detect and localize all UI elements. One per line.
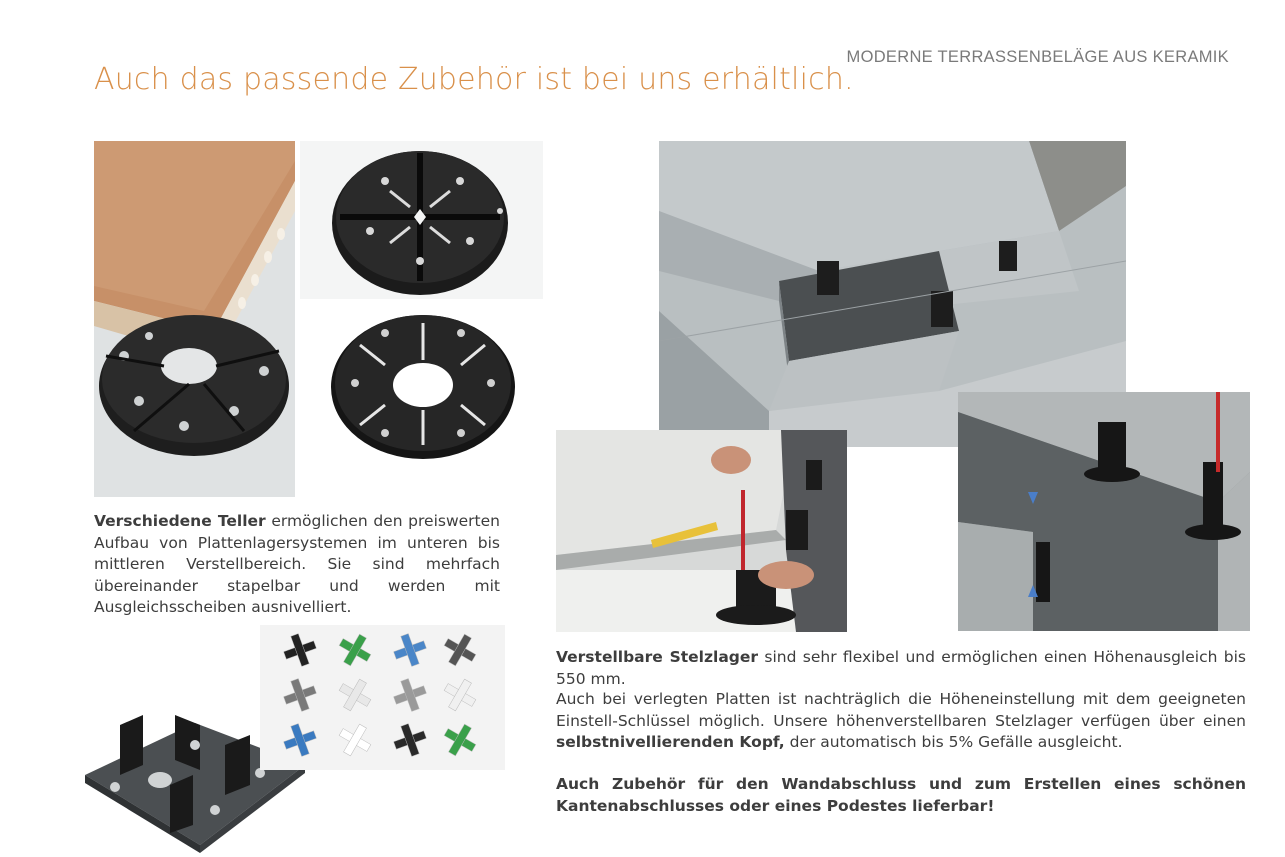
photo-pedestal-round bbox=[325, 305, 520, 460]
page-headline: Auch das passende Zubehör ist bei uns erhältlich. bbox=[94, 62, 854, 97]
bold-lead-stelzlager: Verstellbare Stelzlager bbox=[556, 648, 759, 666]
paragraph-stelzlager-body: sind sehr flexibel und ermöglichen einen Höhenausgleich bis 550 mm. bbox=[556, 648, 1246, 688]
bold-selbstnivellierend: selbstnivellierenden Kopf, bbox=[556, 733, 785, 751]
paragraph-teller-body: ermöglichen den preiswerten Aufbau von Plattenlagersystemen im unteren bis mittleren Verstellbereich. Sie sind mehrfach übereinander stapelbar und werden mit Ausgleichsscheiben ausnivelliert. bbox=[94, 512, 500, 616]
photo-self-leveling-head bbox=[958, 392, 1250, 631]
paragraph-stelzlager bbox=[556, 647, 1246, 690]
photo-tile-spacers bbox=[260, 625, 505, 770]
photo-pedestal-top bbox=[300, 141, 543, 299]
paragraph-hoeheneinstellung-tail: der automatisch bis 5% Gefälle ausgleicht. bbox=[784, 733, 1123, 751]
paragraph-hoeheneinstellung-body: Auch bei verlegten Platten ist nachträglich die Höheneinstellung mit dem geeigneten Einstell-Schlüssel möglich. Unsere höhenverstellbaren Stelzlager verfügen über einen bbox=[556, 690, 1246, 730]
series-title: MODERNE TERRASSENBELÄGE AUS KERAMIK bbox=[846, 48, 1229, 66]
bold-zubehoer-note: Auch Zubehör für den Wandabschluss und zum Erstellen eines schönen Kantenabschlusses oder eines Podestes lieferbar! bbox=[556, 775, 1246, 815]
photo-tile-on-pedestal bbox=[94, 141, 295, 497]
photo-leveling-pedestal bbox=[556, 430, 847, 632]
paragraph-teller bbox=[94, 511, 500, 619]
bold-lead-teller: Verschiedene Teller bbox=[94, 512, 266, 530]
paragraph-hoeheneinstellung bbox=[556, 689, 1246, 754]
paragraph-zubehoer bbox=[556, 774, 1246, 817]
